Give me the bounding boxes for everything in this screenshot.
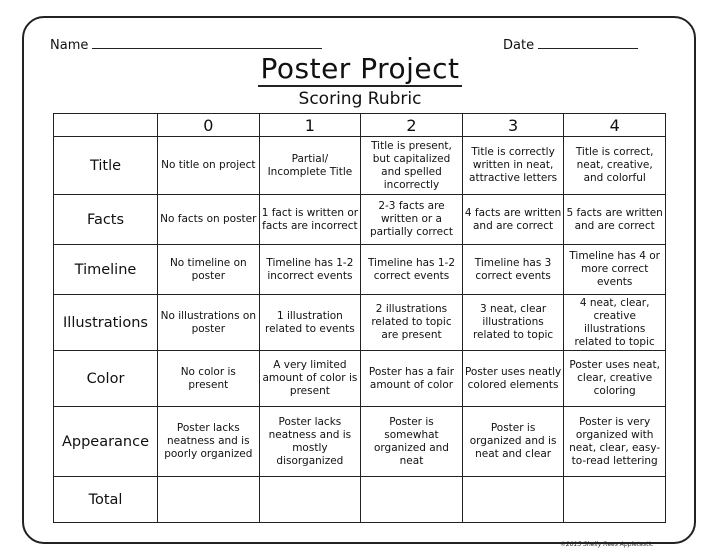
rubric-cell: Poster uses neatly colored elements [462, 351, 564, 407]
name-label: Name [50, 38, 89, 53]
criterion-label: Color [54, 351, 158, 407]
rubric-cell: No color is present [158, 351, 260, 407]
rubric-cell: No facts on poster [158, 195, 260, 245]
rubric-cell: Title is present, but capitalized and spelled incorrectly [361, 137, 463, 195]
score-header: 0 [158, 114, 260, 137]
rubric-cell: Poster is organized and is neat and clear [462, 407, 564, 477]
criterion-label: Title [54, 137, 158, 195]
score-header: 1 [259, 114, 361, 137]
rubric-row-illustrations [54, 295, 666, 351]
total-label: Total [54, 477, 158, 523]
name-line [92, 36, 322, 49]
rubric-cell: 3 neat, clear illustrations related to topic [462, 295, 564, 351]
rubric-cell: Partial/ Incomplete Title [259, 137, 361, 195]
criterion-label: Timeline [54, 245, 158, 295]
score-header: 4 [564, 114, 666, 137]
rubric-cell: Poster has a fair amount of color [361, 351, 463, 407]
score-header-row [54, 114, 666, 137]
rubric-cell: Timeline has 1-2 correct events [361, 245, 463, 295]
total-cell [564, 477, 666, 523]
rubric-cell: 1 fact is written or facts are incorrect [259, 195, 361, 245]
rubric-cell: Poster is somewhat organized and neat [361, 407, 463, 477]
rubric-cell: 5 facts are written and are correct [564, 195, 666, 245]
criterion-label: Facts [54, 195, 158, 245]
rubric-row-timeline [54, 245, 666, 295]
total-cell [462, 477, 564, 523]
rubric-cell: Timeline has 1-2 incorrect events [259, 245, 361, 295]
rubric-cell: Poster lacks neatness and is poorly organized [158, 407, 260, 477]
rubric-cell: Title is correct, neat, creative, and colorful [564, 137, 666, 195]
rubric-cell: A very limited amount of color is present [259, 351, 361, 407]
rubric-cell: 4 neat, clear, creative illustrations related to topic [564, 295, 666, 351]
rubric-row-title [54, 137, 666, 195]
rubric-cell: Poster lacks neatness and is mostly disorganized [259, 407, 361, 477]
rubric-row-facts [54, 195, 666, 245]
total-cell [361, 477, 463, 523]
rubric-cell: 2 illustrations related to topic are present [361, 295, 463, 351]
rubric-cell: Title is correctly written in neat, attractive letters [462, 137, 564, 195]
rubric-cell: No illustrations on poster [158, 295, 260, 351]
rubric-cell: Poster uses neat, clear, creative coloring [564, 351, 666, 407]
rubric-row-color [54, 351, 666, 407]
rubric-row-appearance [54, 407, 666, 477]
rubric-cell: 4 facts are written and are correct [462, 195, 564, 245]
page-subtitle: Scoring Rubric [298, 89, 422, 109]
rubric-cell: No title on project [158, 137, 260, 195]
rubric-table [53, 113, 666, 523]
total-cell [259, 477, 361, 523]
rubric-row-total [54, 477, 666, 523]
rubric-cell: No timeline on poster [158, 245, 260, 295]
rubric-cell: Poster is very organized with neat, clear, easy-to-read lettering [564, 407, 666, 477]
total-cell [158, 477, 260, 523]
page-title: Poster Project [260, 52, 460, 85]
score-header: 3 [462, 114, 564, 137]
date-label: Date [503, 38, 535, 53]
corner-cell [54, 114, 158, 137]
page-title-wrap [0, 52, 720, 85]
criterion-label: Appearance [54, 407, 158, 477]
criterion-label: Illustrations [54, 295, 158, 351]
rubric-cell: Timeline has 3 correct events [462, 245, 564, 295]
rubric-cell: 1 illustration related to events [259, 295, 361, 351]
score-header: 2 [361, 114, 463, 137]
date-line [538, 36, 638, 49]
rubric-cell: Timeline has 4 or more correct events [564, 245, 666, 295]
name-field [50, 36, 322, 53]
date-field [503, 36, 638, 53]
copyright-text: ©2015 Shelly Rees Appletastic [560, 541, 654, 548]
rubric-cell: 2-3 facts are written or a partially correct [361, 195, 463, 245]
